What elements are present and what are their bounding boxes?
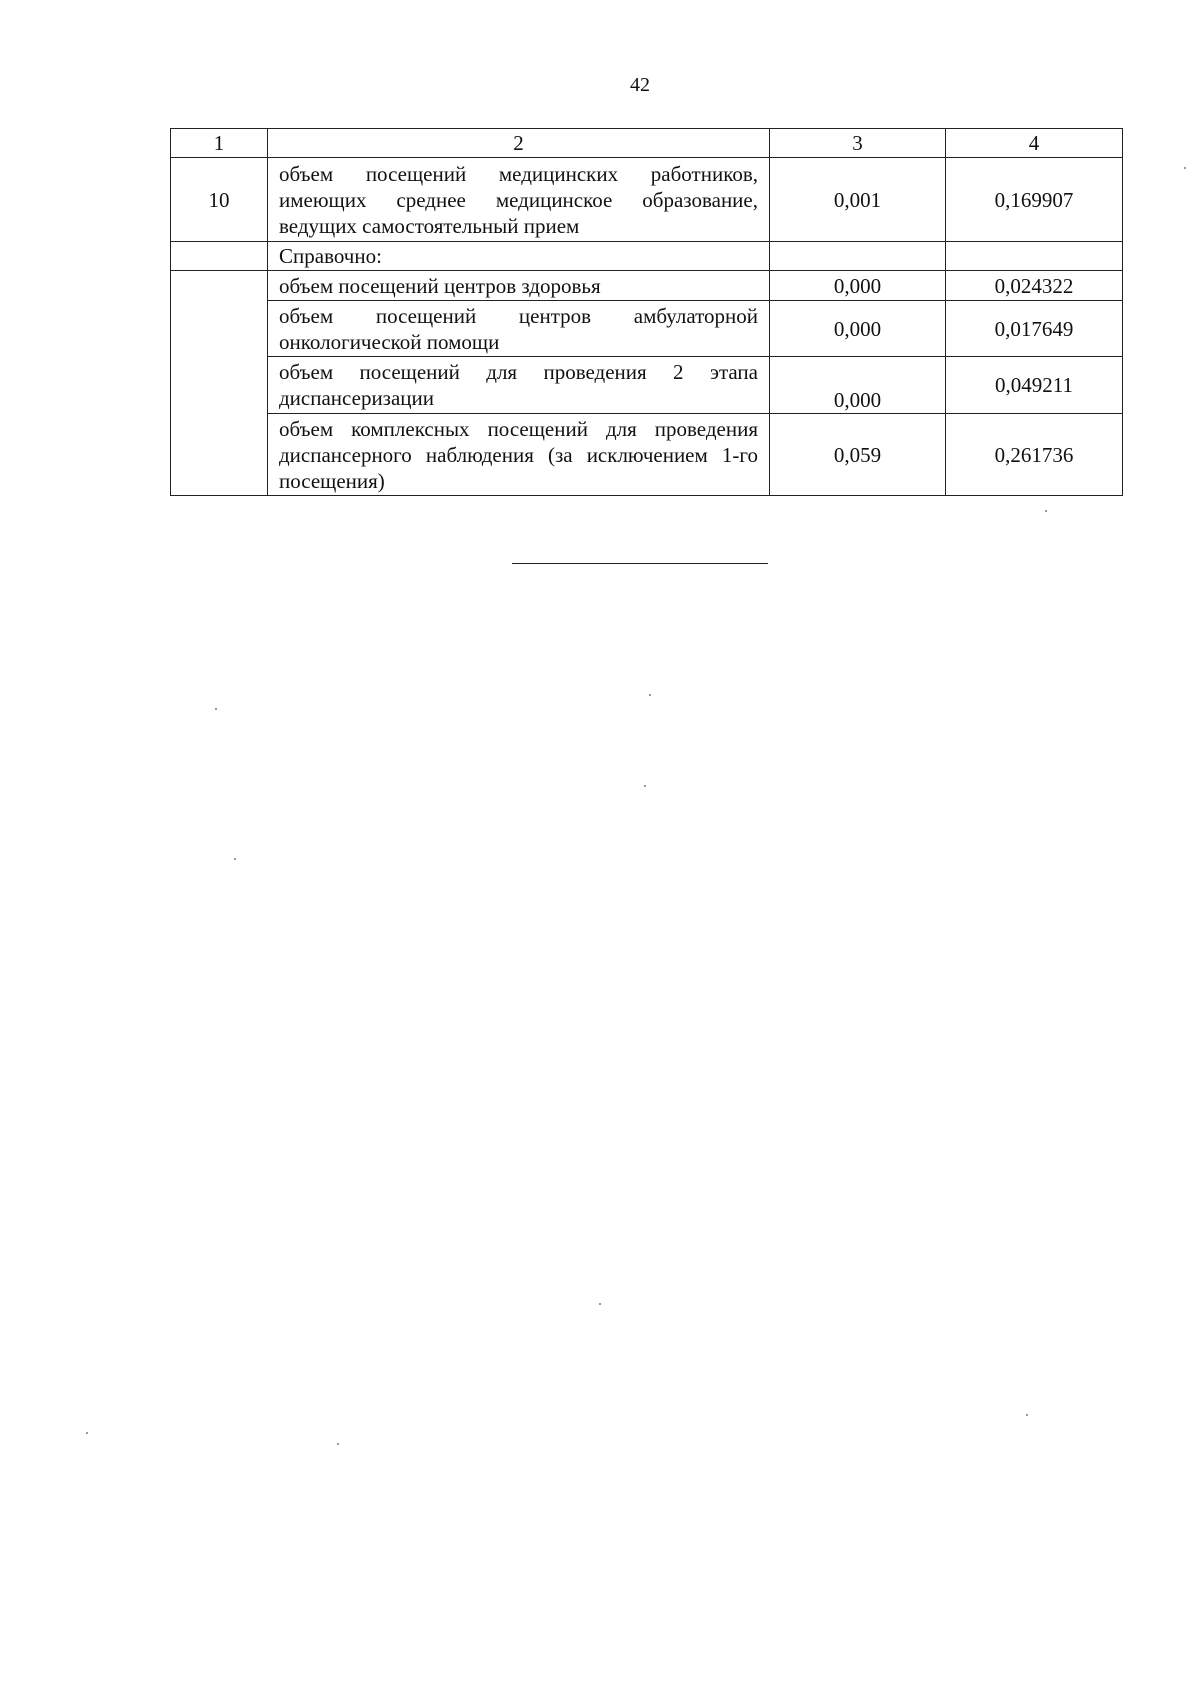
- row-description: объем посещений медицинских работников, имеющих среднее медицинское образование, ведущих самостоятельный прием: [268, 158, 770, 242]
- row-value-4: 0,261736: [946, 414, 1123, 496]
- table-row: [171, 301, 1123, 357]
- scan-speck: [649, 694, 651, 696]
- row-value-4: 0,169907: [946, 158, 1123, 242]
- column-header-4: 4: [946, 129, 1123, 158]
- column-header-1: 1: [171, 129, 268, 158]
- column-header-3: 3: [770, 129, 946, 158]
- scan-speck: [234, 858, 236, 860]
- empty-cell: [770, 242, 946, 271]
- column-header-2: 2: [268, 129, 770, 158]
- row-value-4: 0,024322: [946, 271, 1123, 301]
- merged-empty-cell: [171, 271, 268, 496]
- table-header-row: [171, 129, 1123, 158]
- scan-speck: [1045, 510, 1047, 512]
- reference-label: Справочно:: [268, 242, 770, 271]
- empty-cell: [946, 242, 1123, 271]
- row-value-4: 0,049211: [946, 357, 1123, 414]
- table-row: [171, 158, 1123, 242]
- row-value-3: 0,000: [770, 271, 946, 301]
- scan-speck: [1184, 167, 1186, 169]
- scan-speck: [86, 1432, 88, 1434]
- scan-speck: [215, 708, 217, 710]
- row-description: объем комплексных посещений для проведения диспансерного наблюдения (за исключением 1-го посещения): [268, 414, 770, 496]
- page-number: 42: [630, 74, 650, 96]
- scan-speck: [644, 785, 646, 787]
- row-description: объем посещений центров амбулаторной онкологической помощи: [268, 301, 770, 357]
- scan-speck: [337, 1443, 339, 1445]
- row-value-3: 0,059: [770, 414, 946, 496]
- table-row: [171, 271, 1123, 301]
- row-value-3: 0,000: [770, 301, 946, 357]
- row-description: объем посещений центров здоровья: [268, 271, 770, 301]
- scan-speck: [1026, 1414, 1028, 1416]
- data-table: [170, 128, 1123, 496]
- row-value-3: 0,000: [770, 357, 946, 414]
- separator-line: [512, 563, 768, 564]
- table-row: [171, 414, 1123, 496]
- scan-speck: [599, 1303, 601, 1305]
- reference-label-row: [171, 242, 1123, 271]
- table-row: [171, 357, 1123, 414]
- row-value-4: 0,017649: [946, 301, 1123, 357]
- row-index: 10: [171, 158, 268, 242]
- row-value-3: 0,001: [770, 158, 946, 242]
- row-description: объем посещений для проведения 2 этапа диспансеризации: [268, 357, 770, 414]
- empty-cell: [171, 242, 268, 271]
